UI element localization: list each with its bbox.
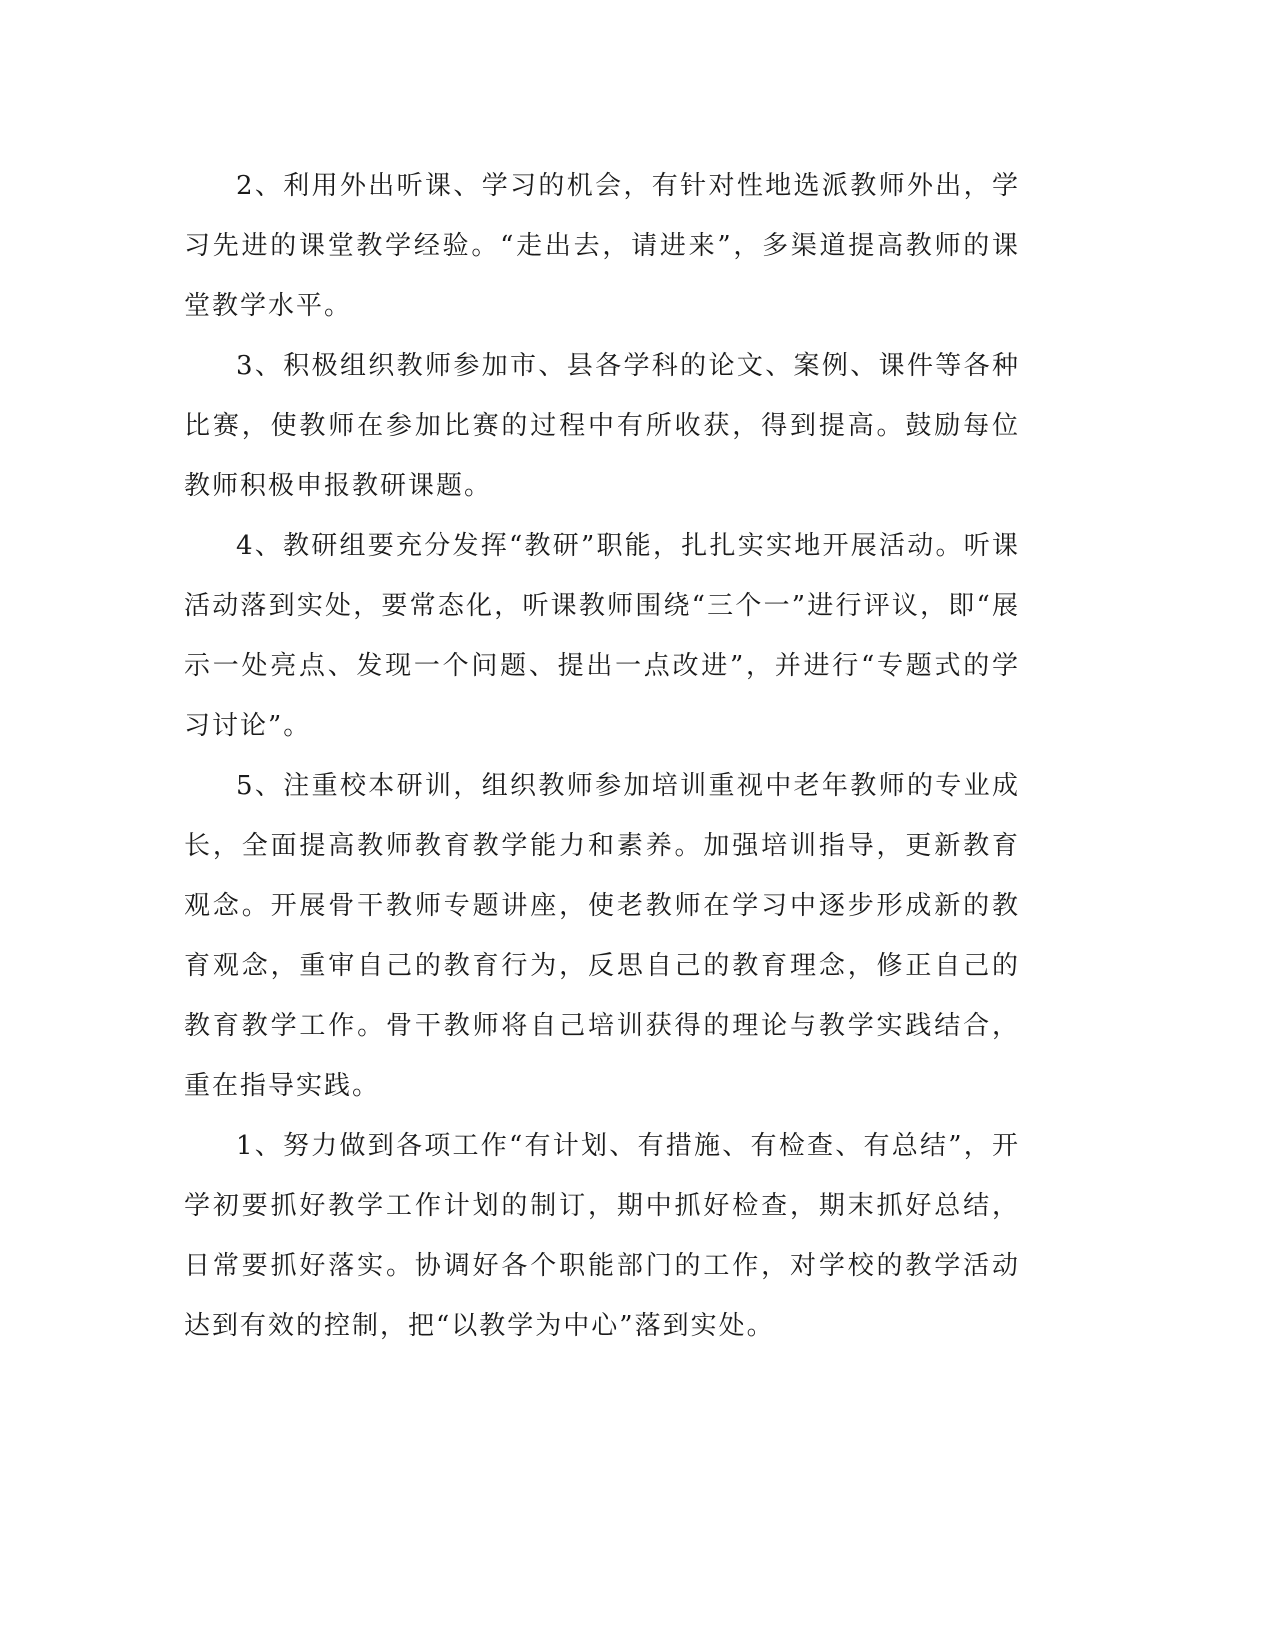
paragraph-item-2: 2、利用外出听课、学习的机会，有针对性地选派教师外出，学习先进的课堂教学经验。“走出去，请进来”，多渠道提高教师的课堂教学水平。 [184,171,1020,321]
paragraph-item-1: 1、努力做到各项工作“有计划、有措施、有检查、有总结”，开学初要抓好教学工作计划的制订，期中抓好检查，期末抓好总结，日常要抓好落实。协调好各个职能部门的工作，对学校的教学活动达到有效的控制，把“以教学为中心”落到实处。 [184,1131,1020,1341]
paragraph-item-3: 3、积极组织教师参加市、县各学科的论文、案例、课件等各种比赛，使教师在参加比赛的过程中有所收获，得到提高。鼓励每位教师积极申报教研课题。 [184,351,1020,501]
paragraph-item-4: 4、教研组要充分发挥“教研”职能，扎扎实实地开展活动。听课活动落到实处，要常态化，听课教师围绕“三个一”进行评议，即“展示一处亮点、发现一个问题、提出一点改进”，并进行“专题式的学习讨论”。 [184,531,1020,741]
paragraph-item-5: 5、注重校本研训，组织教师参加培训重视中老年教师的专业成长，全面提高教师教育教学能力和素养。加强培训指导，更新教育观念。开展骨干教师专题讲座，使老教师在学习中逐步形成新的教育观念，重审自己的教育行为，反思自己的教育理念，修正自己的教育教学工作。骨干教师将自己培训获得的理论与教学实践结合，重在指导实践。 [184,771,1020,1101]
document-body [184,156,1020,1356]
